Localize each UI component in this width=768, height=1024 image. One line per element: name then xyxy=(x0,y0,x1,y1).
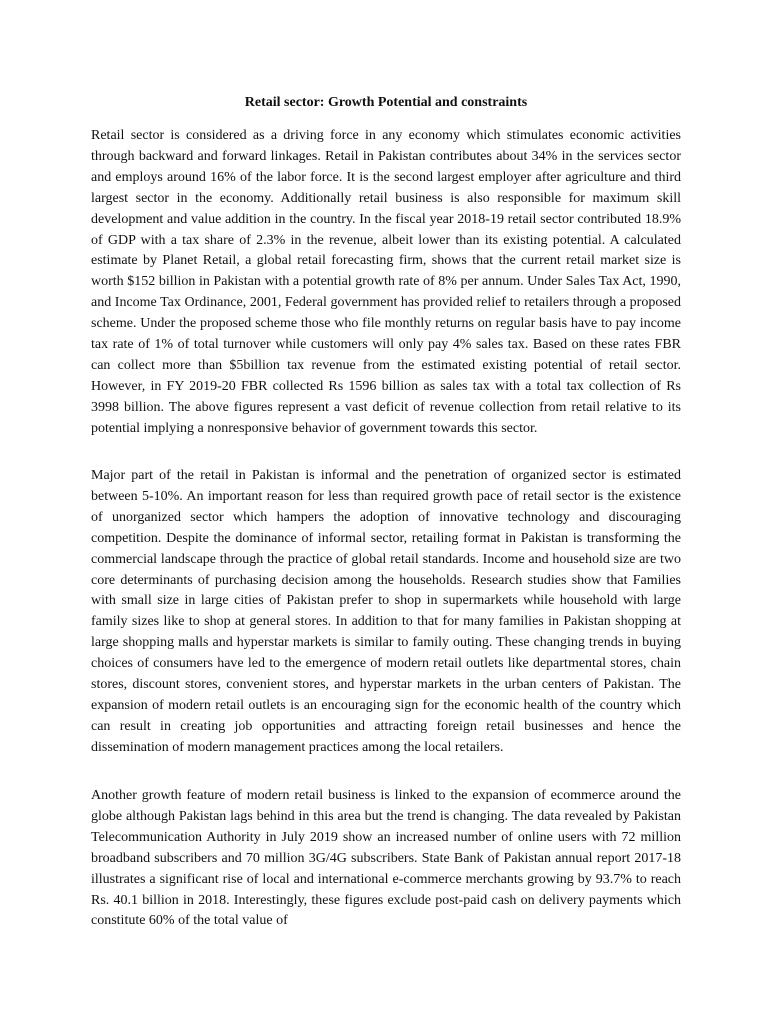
paragraph-informal-sector: Major part of the retail in Pakistan is informal and the penetration of organized sector is estimated between 5-10%. An important reason for less than required growth pace of retail sector is the existence of unorganized sector which hampers the adoption of innovative technology and discouraging competition. Despite the dominance of informal sector, retailing format in Pakistan is transforming the commercial landscape through the practice of global retail standards. Income and household size are two core determinants of purchasing decision among the households. Research studies show that Families with small size in large cities of Pakistan prefer to shop in supermarkets while household with large family sizes like to shop at general stores. In addition to that for many families in Pakistan shopping at large shopping malls and hyperstar markets is similar to family outing. These changing trends in buying choices of consumers have led to the emergence of modern retail outlets like departmental stores, chain stores, discount stores, convenient stores, and hyperstar markets in the urban centers of Pakistan. The expansion of modern retail outlets is an encouraging sign for the economic health of the country which can result in creating job opportunities and attracting foreign retail businesses and hence the dissemination of modern management practices among the local retailers. xyxy=(91,468,681,755)
paragraph-retail-overview: Retail sector is considered as a driving force in any economy which stimulates economic activities through backward and forward linkages. Retail in Pakistan contributes about 34% in the services sector and employs around 16% of the labor force. It is the second largest employer after agriculture and third largest sector in the economy. Additionally retail business is also responsible for maximum skill development and value addition in the country. In the fiscal year 2018-19 retail sector contributed 18.9% of GDP with a tax share of 2.3% in the revenue, albeit lower than its existing potential. A calculated estimate by Planet Retail, a global retail forecasting firm, shows that the current retail market size is worth $152 billion in Pakistan with a potential growth rate of 8% per annum. Under Sales Tax Act, 1990, and Income Tax Ordinance, 2001, Federal government has provided relief to retailers through a proposed scheme. Under the proposed scheme those who file monthly returns on regular basis have to pay income tax rate of 1% of total turnover while customers will only pay 4% sales tax. Based on these rates FBR can collect more than $5billion tax revenue from the estimated existing potential of retail sector. However, in FY 2019-20 FBR collected Rs 1596 billion as sales tax with a total tax collection of Rs 3998 billion. The above figures represent a vast deficit of revenue collection from retail relative to its potential implying a nonresponsive behavior of government towards this sector. xyxy=(91,128,681,436)
document-title: Retail sector: Growth Potential and constraints xyxy=(244,95,528,110)
paragraph-ecommerce-growth: Another growth feature of modern retail business is linked to the expansion of ecommerce around the globe although Pakistan lags behind in this area but the trend is changing. The data revealed by Pakistan Telecommunication Authority in July 2019 show an increased number of online users with 72 million broadband subscribers and 70 million 3G/4G subscribers. State Bank of Pakistan annual report 2017-18 illustrates a significant rise of local and international e-commerce merchants growing by 93.7% to reach Rs. 40.1 billion in 2018. Interestingly, these figures exclude post-paid cash on delivery payments which constitute 60% of the total value of xyxy=(91,788,681,929)
